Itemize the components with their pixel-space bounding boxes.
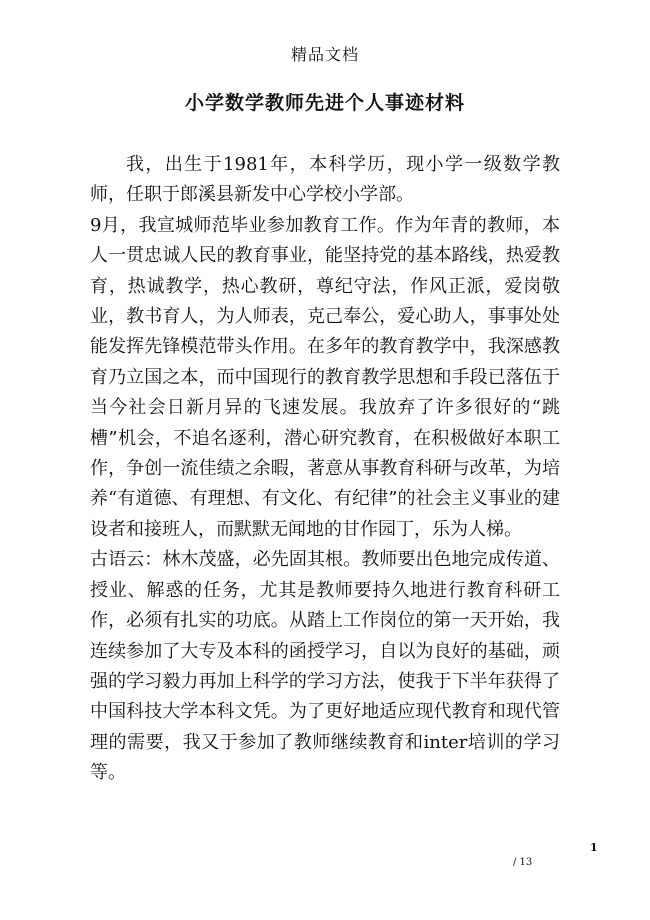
paragraph-intro: 我，出生于1981年，本科学历，现小学一级数学教师，任职于郎溪县新发中心学校小学部。 <box>90 154 560 206</box>
page-total: / 13 <box>513 857 533 868</box>
document-body <box>90 150 560 789</box>
paragraph-study: 古语云：林木茂盛，必先固其根。教师要出色地完成传道、授业、解惑的任务，尤其是教师要持久地进行教育科研工作，必须有扎实的功底。从踏上工作岗位的第一天开始，我连续参加了大专及本科的函授学习，自以为良好的基础，顽强的学习毅力再加上科学的学习方法，使我于下半年获得了中国科技大学本科文凭。为了更好地适应现代教育和现代管理的需要，我又于参加了教师继续教育和inter培训的学习等。 <box>90 549 560 784</box>
document-title: 小学数学教师先进个人事迹材料 <box>184 92 465 114</box>
paragraph-career: 9月，我宣城师范毕业参加教育工作。作为年青的教师，本人一贯忠诚人民的教育事业，能坚持党的基本路线，热爱教育，热诚教学，热心教研，尊纪守法，作风正派，爱岗敬业，教书育人，为人师表，克己奉公，爱心助人，事事处处能发挥先锋模范带头作用。在多年的教育教学中，我深感教育乃立国之本，而中国现行的教育教学思想和手段已落伍于当今社会日新月异的飞速发展。我放弃了许多很好的“跳槽”机会，不追名逐利，潜心研究教育，在积极做好本职工作，争创一流佳绩之余暇，著意从事教育科研与改革，为培养“有道德、有理想、有文化、有纪律”的社会主义事业的建设者和接班人，而默默无闻地的甘作园丁，乐为人梯。 <box>90 214 560 540</box>
page-header: 精品文档 <box>290 45 359 64</box>
page-number: 1 <box>590 841 598 854</box>
